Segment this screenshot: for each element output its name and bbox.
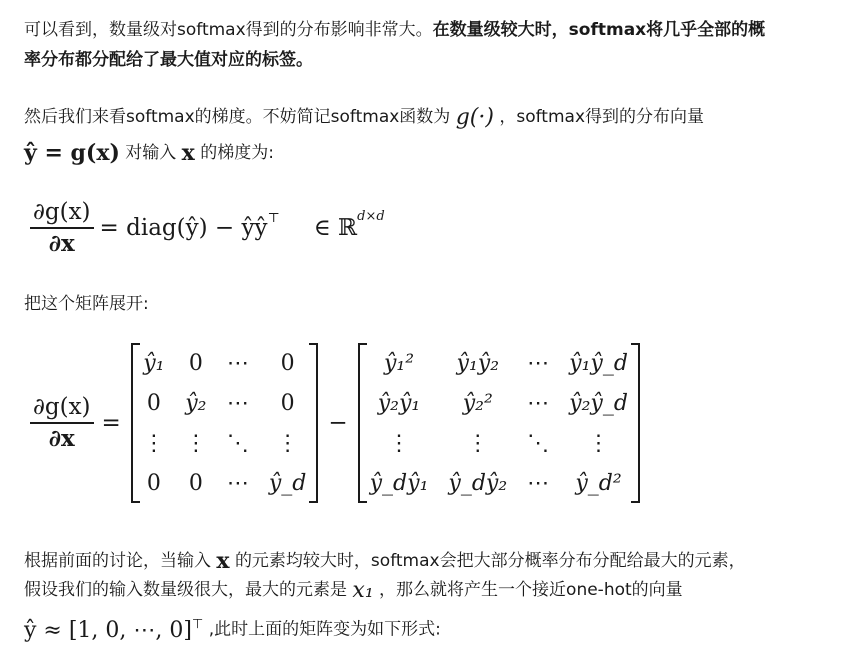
p4-line1-a: 根据前面的讨论，当输入 — [24, 551, 211, 571]
p4-line3-b: ,此时上面的矩阵变为如下形式: — [208, 619, 441, 640]
equation-matrix-expansion — [30, 343, 642, 503]
math-g-dot: g(·) — [455, 105, 494, 130]
m2-cell: ŷ₂ŷ₁ — [377, 390, 421, 416]
m2-cell: ⋯ — [527, 390, 550, 416]
m2-cell: ⋮ — [466, 430, 489, 456]
m1-cell: ⋯ — [226, 470, 249, 496]
math-x: x — [181, 140, 195, 166]
paragraph-4-line1 — [24, 547, 746, 576]
eq1-rhs: = diag(ŷ) − ŷŷ — [99, 215, 268, 241]
m1-cell: 0 — [146, 390, 161, 416]
eq1-space: ∈ ℝ — [313, 215, 358, 241]
p2-line1-a: 然后我们来看softmax的梯度。不妨简记softmax函数为 — [24, 107, 451, 127]
bracket-right — [309, 343, 318, 503]
bracket-left-2 — [358, 343, 367, 503]
math-x-2: x — [216, 548, 230, 574]
p2-line2-c: 的梯度为: — [200, 143, 274, 163]
math-x1: x₁ — [352, 578, 374, 603]
eq1-transpose: ⊤ — [267, 211, 280, 226]
paragraph-2-line1 — [24, 103, 704, 132]
p1-line2: 率分布都分配给了最大值对应的标签。 — [24, 50, 313, 70]
m1-cell: ⋯ — [226, 390, 249, 416]
p4-transpose: ⊤ — [191, 617, 204, 632]
m1-cell: ⋯ — [226, 350, 249, 376]
m2-cell: ŷ_d² — [575, 470, 622, 496]
m2-cell: ŷ₂² — [462, 390, 493, 416]
p1-line1-bold: 在数量级较大时，softmax将几乎全部的概 — [432, 20, 766, 40]
p2-line2-b: 对输入 — [125, 143, 177, 163]
m1-cell: ⋱ — [226, 430, 249, 456]
fraction-numerator-2: ∂g(x) — [33, 394, 91, 420]
m1-cell: ⋮ — [142, 430, 165, 456]
m1-cell: 0 — [188, 350, 203, 376]
p4-line1-b: 的元素均较大时，softmax会把大部分概率分布分配给最大的元素， — [234, 551, 746, 571]
equals-sign: = — [101, 410, 121, 436]
paragraph-1 — [24, 16, 765, 45]
bracket-right-2 — [631, 343, 640, 503]
m2-cell: ŷ₁ŷ₂ — [456, 350, 500, 376]
eq1-dim: d×d — [357, 209, 385, 224]
m1-cell: 0 — [280, 390, 295, 416]
math-onehot-vector: ŷ ≈ [1, 0, ⋯, 0] — [24, 617, 192, 643]
math-yhat-eq: ŷ = g(x) — [24, 140, 120, 166]
paragraph-2-line2 — [24, 139, 274, 168]
fraction-denominator-2: ∂x — [48, 425, 75, 452]
fraction-denominator: ∂x — [48, 230, 75, 257]
paragraph-4-line3 — [24, 610, 441, 645]
m2-cell: ⋮ — [587, 430, 610, 456]
m1-cell: ⋮ — [184, 430, 207, 456]
paragraph-3: 把这个矩阵展开: — [24, 294, 149, 314]
p4-line2-a: 假设我们的输入数量级很大，最大的元素是 — [24, 580, 347, 600]
fraction-dg-dx — [30, 197, 94, 259]
m2-cell: ŷ_dŷ₂ — [448, 470, 508, 496]
p2-line1-b: ，softmax得到的分布向量 — [499, 107, 705, 127]
m2-cell: ŷ_dŷ₁ — [369, 470, 429, 496]
p1-line1-normal: 可以看到，数量级对softmax得到的分布影响非常大。 — [24, 20, 433, 40]
m2-cell: ŷ₂ŷ_d — [569, 390, 628, 416]
diag-matrix — [133, 343, 317, 503]
m2-cell: ŷ₁² — [383, 350, 415, 376]
m2-cell: ⋮ — [388, 430, 410, 456]
m1-cell: 0 — [280, 350, 295, 376]
outer-product-matrix — [360, 343, 638, 503]
minus-sign: − — [328, 410, 348, 436]
equation-jacobian — [30, 197, 385, 259]
fraction-dg-dx-2 — [30, 392, 94, 454]
fraction-numerator: ∂g(x) — [33, 199, 91, 225]
m1-cell: 0 — [146, 470, 161, 496]
m1-cell: ŷ₁ — [143, 350, 165, 376]
m2-cell: ⋱ — [527, 430, 550, 456]
m1-cell: ⋮ — [276, 430, 299, 456]
m1-cell: 0 — [188, 470, 203, 496]
m1-cell: ŷ₂ — [185, 390, 207, 416]
p4-line2-b: ，那么就将产生一个接近one-hot的向量 — [379, 580, 683, 600]
bracket-left — [131, 343, 140, 503]
m1-cell: ŷ_d — [268, 470, 307, 496]
m2-cell: ⋯ — [527, 470, 550, 496]
m2-cell: ŷ₁ŷ_d — [569, 350, 628, 376]
paragraph-4-line2 — [24, 576, 683, 605]
m2-cell: ⋯ — [527, 350, 550, 376]
